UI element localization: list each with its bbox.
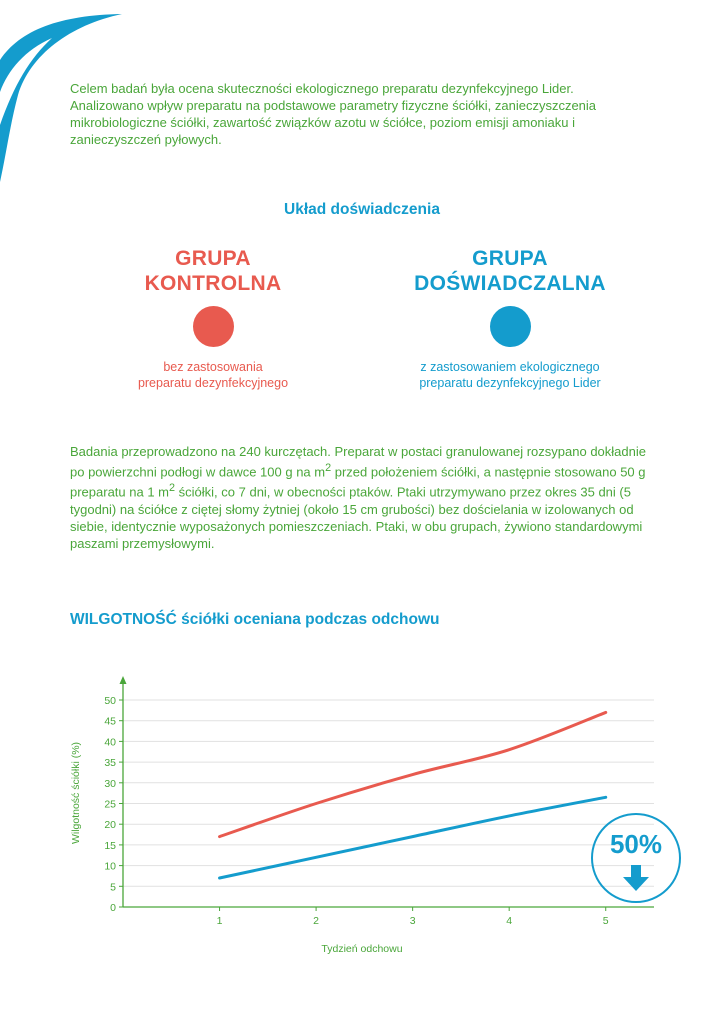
control-group-title-line1: GRUPA [175,247,251,270]
chart-y-tick-label: 5 [110,881,116,894]
methods-sup-2: 2 [169,482,176,495]
chart-y-tick-label: 30 [104,777,116,790]
reduction-badge-value: 50% [609,829,663,859]
chart-y-axis-label: Wilgotność ściółki (%) [70,741,82,845]
intro-paragraph: Celem badań była ocena skuteczności ekologicznego preparatu dezynfekcyjnego Lider. Analizowano wpływ preparatu na podstawowe parametry fizyczne ściółki, zanieczyszczenia mikrobiologiczne ściółki, zawartość związków azotu w ściółce, poziom emisji amoniaku i zanieczyszczeń pyłowych. [70,81,597,147]
methods-text-3: ściółki, co 7 dni, w obecności ptaków. Ptaki utrzymywano przez okres 35 dni (5 tygodni) na ściółce z ciętej słomy żytniej (około 15 cm grubości) bez dościelania w izolowanych od siebie, identycznie wyposażonych pomieszczeniach. Ptaki, w obu grupach, żywiono standardowymi paszami przemysłowymi. [70,484,643,551]
chart-y-tick-label: 40 [104,736,116,749]
chart-y-tick-label: 0 [110,902,116,914]
chart-y-tick-label: 25 [104,798,116,811]
reduction-badge [591,813,681,903]
experimental-group-desc-line1: z zastosowaniem ekologicznego [420,360,600,374]
chart-x-tick-label: 5 [602,915,609,927]
experimental-group-title-line2: DOŚWIADCZALNA [414,272,606,295]
chart-y-tick-label: 50 [104,695,116,707]
chart-x-tick-label: 2 [313,915,320,927]
chart-y-tick-label: 15 [104,839,116,852]
chart-y-tick-label: 35 [104,757,116,770]
arrow-down-icon [623,865,649,891]
control-group-desc-line2: preparatu dezynfekcyjnego [137,376,289,390]
methods-sup-1: 2 [325,462,332,474]
experimental-group-desc-line2: preparatu dezynfekcyjnego Lider [419,376,601,390]
experimental-group-title-line1: GRUPA [472,247,548,270]
chart-y-tick-label: 20 [104,819,116,832]
control-group-series-line [220,712,606,836]
chart-title-caps: WILGOTNOŚĆ [70,611,177,628]
chart-y-axis-arrow [120,676,127,684]
methods-text-1: Badania przeprowadzono na 240 kurczętach. Preparat w postaci granulowanej rozsypano dokładnie po powierzchni podłogi w dawce 100 g na m [70,444,646,480]
control-group-title-line2: KONTROLNA [144,272,282,295]
chart-y-tick-label: 45 [104,715,116,728]
chart-x-tick-label: 1 [216,915,223,927]
chart-y-tick-label: 10 [104,860,116,873]
chart-title-rest: ściółki oceniana podczas odchowu [176,611,440,628]
chart-x-axis-label: Tydzień odchowu [321,943,403,955]
control-group-desc-line1: bez zastosowania [163,360,263,374]
experiment-title: Układ doświadczenia [284,201,440,218]
chart-x-tick-label: 3 [409,915,416,927]
chart-x-tick-label: 4 [506,915,513,927]
methods-text-2: przed położeniem ściółki, a następnie stosowano 50 g preparatu na 1 m [70,464,646,500]
